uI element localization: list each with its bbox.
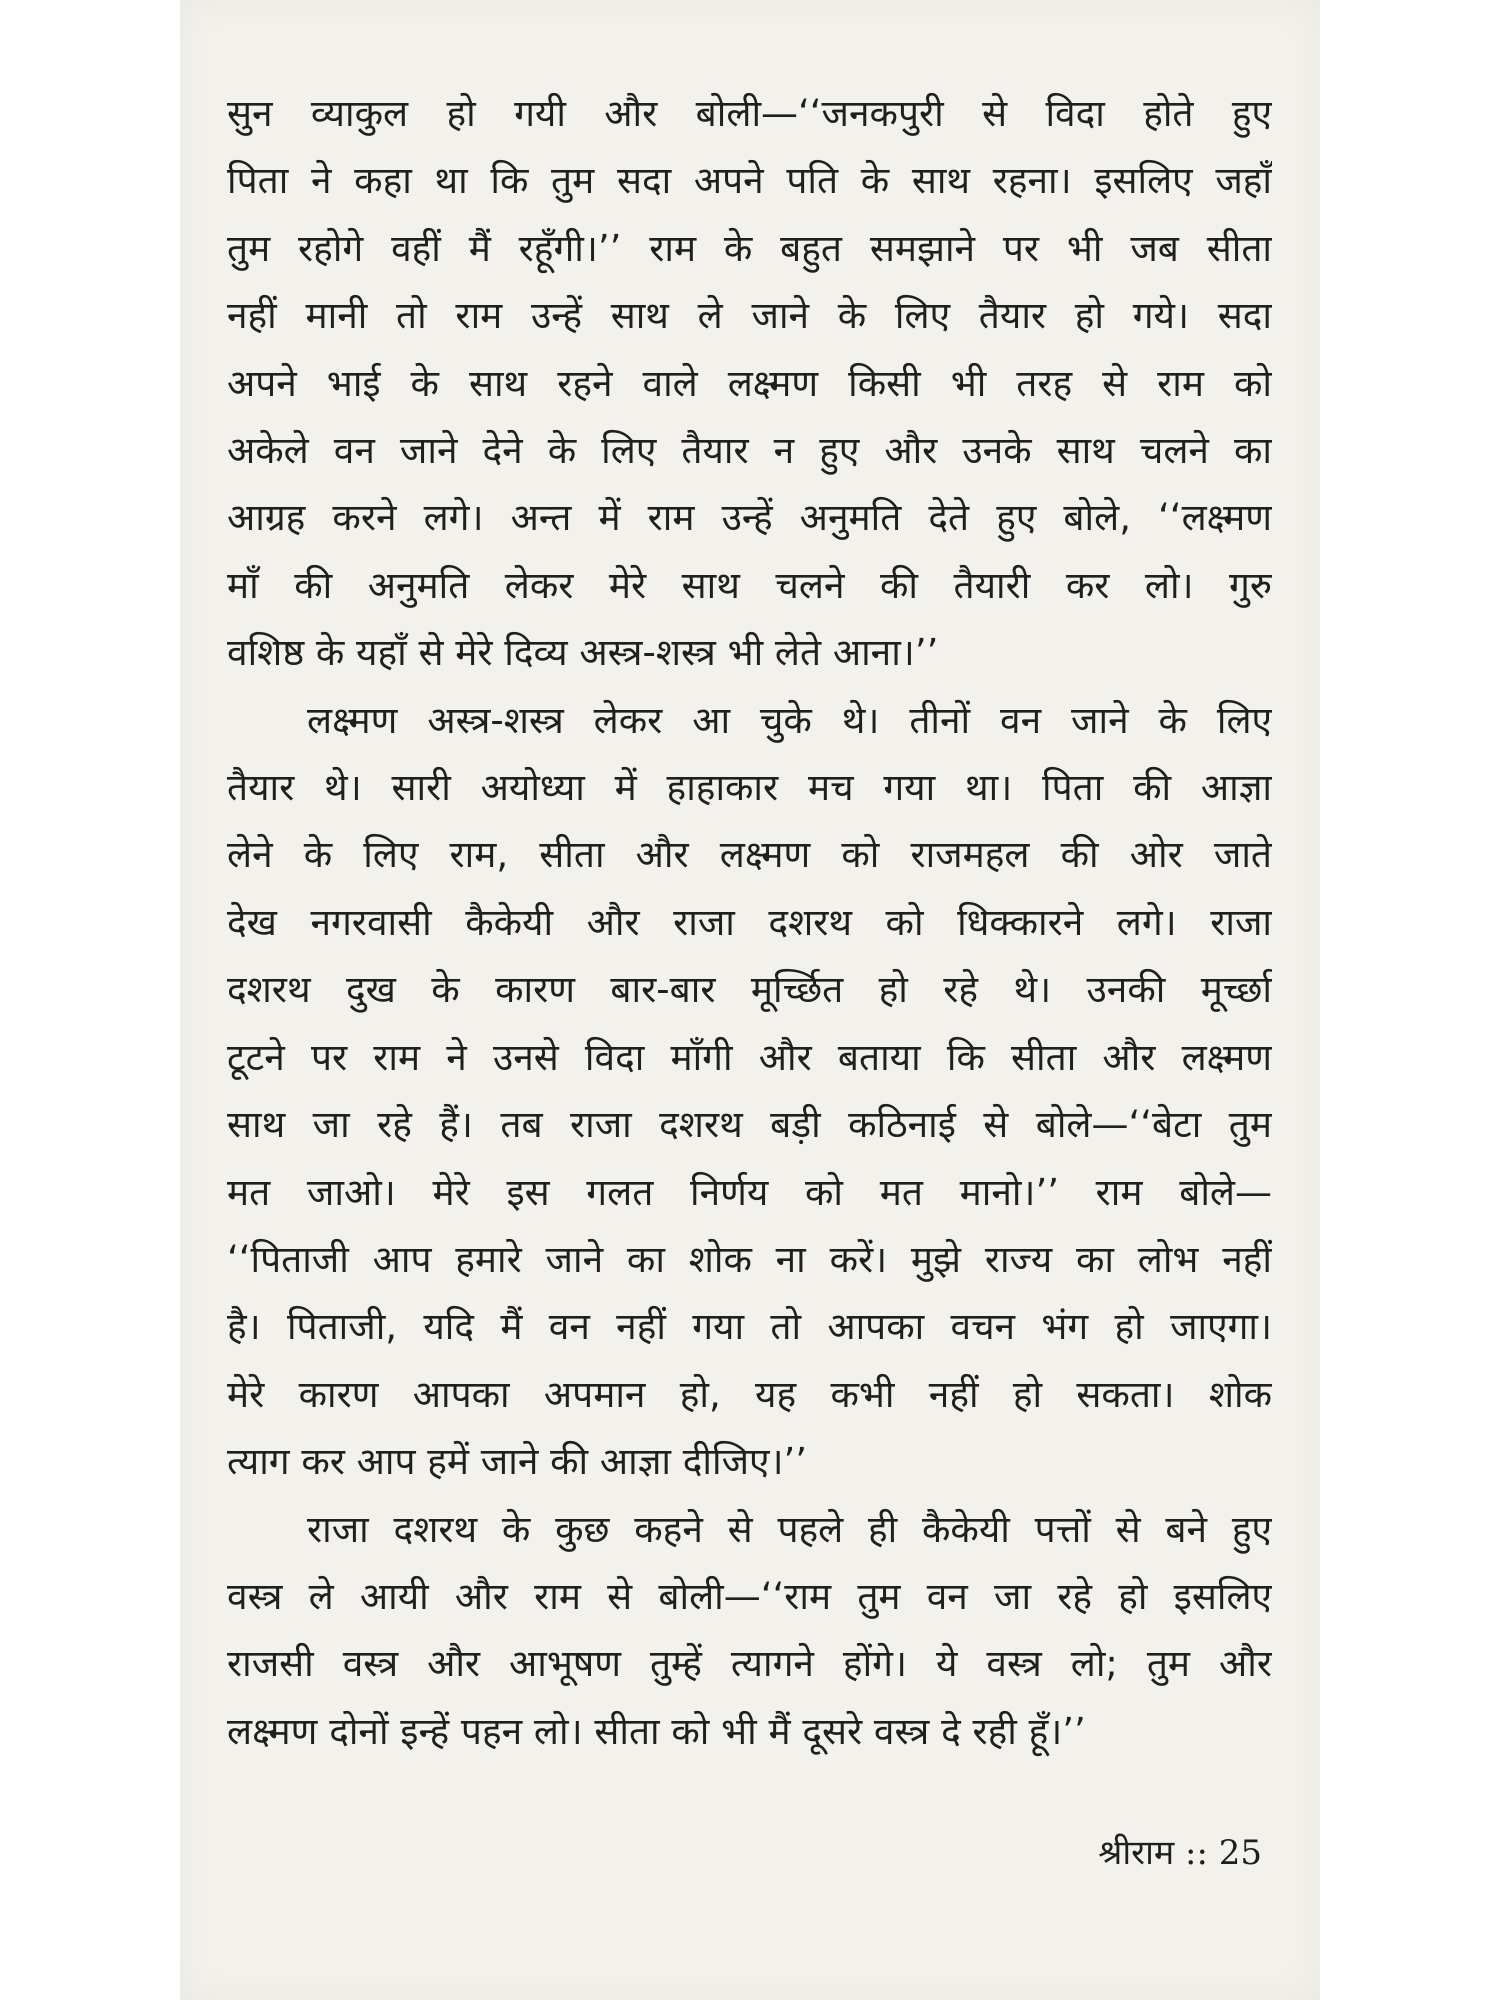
text-line: अकेले वन जाने देने के लिए तैयार न हुए और उनके साथ चलने का bbox=[227, 429, 1272, 473]
text-line: राजा दशरथ के कुछ कहने से पहले ही कैकेयी पत्तों से बने हुए bbox=[307, 1507, 1272, 1551]
text-line: तुम रहोगे वहीं मैं रहूँगी।’’ राम के बहुत समझाने पर भी जब सीता bbox=[227, 226, 1272, 270]
running-head-page-number: श्रीराम :: 25 bbox=[1098, 1833, 1262, 1873]
text-line: है। पिताजी, यदि मैं वन नहीं गया तो आपका वचन भंग हो जाएगा। bbox=[227, 1305, 1272, 1349]
text-line: वशिष्ठ के यहाँ से मेरे दिव्य अस्त्र-शस्त्र भी लेते आना।’’ bbox=[227, 631, 939, 675]
text-line: वस्त्र ले आयी और राम से बोली—‘‘राम तुम वन जा रहे हो इसलिए bbox=[227, 1574, 1272, 1618]
text-line: लक्ष्मण दोनों इन्हें पहन लो। सीता को भी मैं दूसरे वस्त्र दे रही हूँ।’’ bbox=[227, 1709, 1086, 1753]
text-line: साथ जा रहे हैं। तब राजा दशरथ बड़ी कठिनाई से बोले—‘‘बेटा तुम bbox=[227, 1103, 1272, 1147]
text-line: अपने भाई के साथ रहने वाले लक्ष्मण किसी भी तरह से राम को bbox=[227, 361, 1272, 405]
text-line: ‘‘पिताजी आप हमारे जाने का शोक ना करें। मुझे राज्य का लोभ नहीं bbox=[227, 1237, 1272, 1281]
text-line: नहीं मानी तो राम उन्हें साथ ले जाने के लिए तैयार हो गये। सदा bbox=[227, 294, 1272, 338]
text-line: मत जाओ। मेरे इस गलत निर्णय को मत मानो।’’ राम बोले— bbox=[227, 1170, 1272, 1214]
text-line: आग्रह करने लगे। अन्त में राम उन्हें अनुमति देते हुए बोले, ‘‘लक्ष्मण bbox=[227, 496, 1272, 540]
text-line: मेरे कारण आपका अपमान हो, यह कभी नहीं हो सकता। शोक bbox=[227, 1372, 1272, 1416]
text-line: टूटने पर राम ने उनसे विदा माँगी और बताया कि सीता और लक्ष्मण bbox=[227, 1035, 1272, 1079]
text-line: लेने के लिए राम, सीता और लक्ष्मण को राजमहल की ओर जाते bbox=[227, 833, 1272, 877]
text-line: पिता ने कहा था कि तुम सदा अपने पति के साथ रहना। इसलिए जहाँ bbox=[227, 159, 1272, 203]
text-line: तैयार थे। सारी अयोध्या में हाहाकार मच गया था। पिता की आज्ञा bbox=[227, 766, 1272, 810]
text-line: देख नगरवासी कैकेयी और राजा दशरथ को धिक्कारने लगे। राजा bbox=[227, 900, 1272, 944]
text-line: राजसी वस्त्र और आभूषण तुम्हें त्यागने होंगे। ये वस्त्र लो; तुम और bbox=[227, 1642, 1272, 1686]
text-line: सुन व्याकुल हो गयी और बोली—‘‘जनकपुरी से विदा होते हुए bbox=[227, 92, 1272, 135]
body-text bbox=[227, 80, 1272, 1765]
text-line: माँ की अनुमति लेकर मेरे साथ चलने की तैयारी कर लो। गुरु bbox=[227, 563, 1272, 607]
text-line: लक्ष्मण अस्त्र-शस्त्र लेकर आ चुके थे। तीनों वन जाने के लिए bbox=[307, 698, 1272, 742]
text-line: दशरथ दुख के कारण बार-बार मूर्च्छित हो रहे थे। उनकी मूर्च्छा bbox=[227, 968, 1272, 1012]
text-line: त्याग कर आप हमें जाने की आज्ञा दीजिए।’’ bbox=[227, 1440, 808, 1484]
